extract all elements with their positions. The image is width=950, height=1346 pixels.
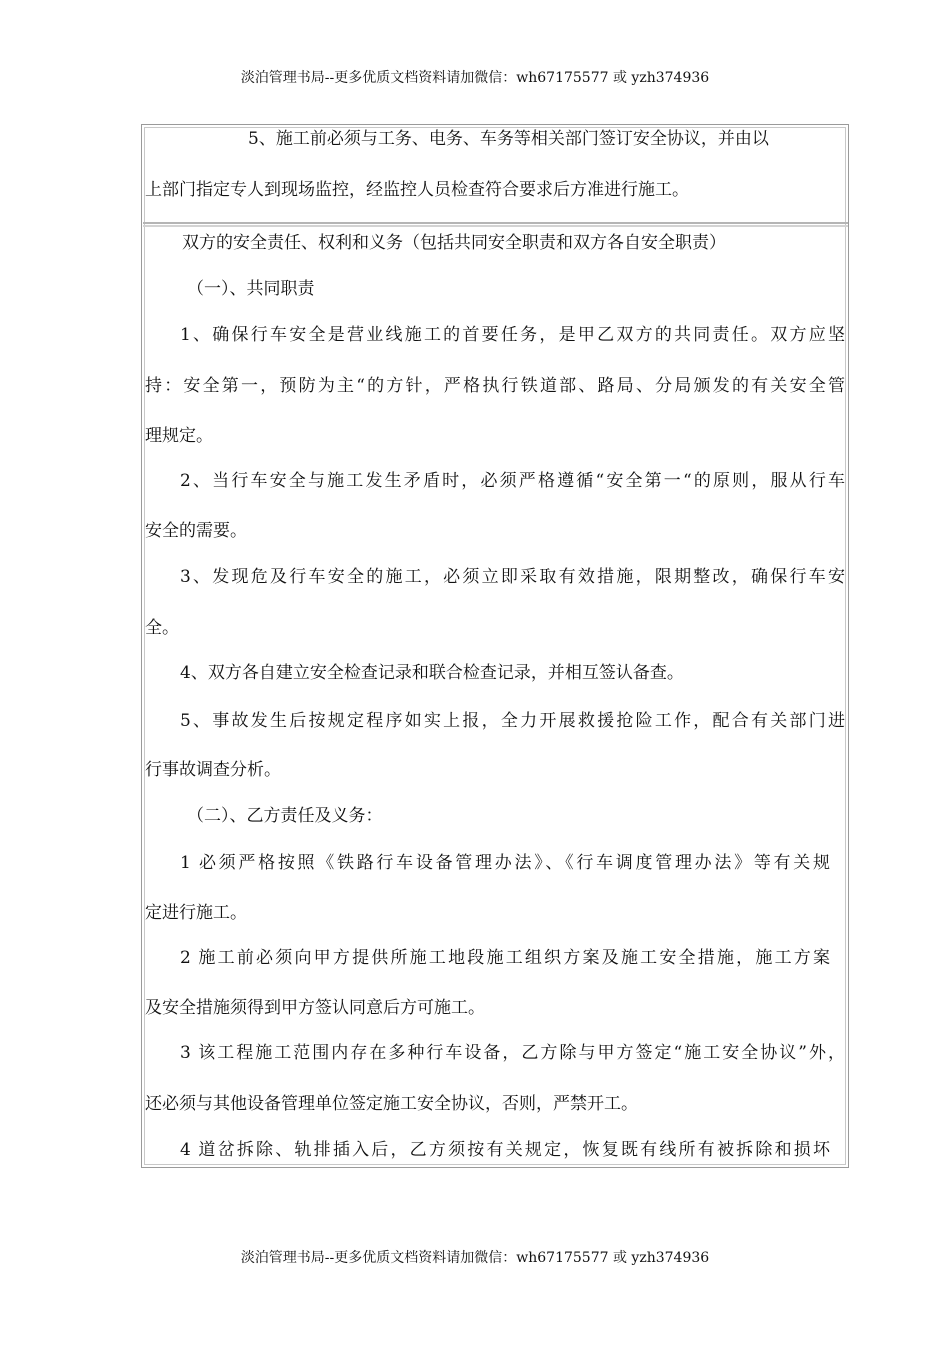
- page-header: 淡泊管理书局--更多优质文档资料请加微信：wh67175577 或 yzh374936: [240, 70, 710, 86]
- section1-line: 5、事故发生后按规定程序如实上报，全力开展救援抢险工作，配合有关部门进: [180, 711, 845, 731]
- section1-line: 行事故调查分析。: [145, 760, 281, 780]
- responsibilities-heading: 双方的安全责任、权利和义务（包括共同安全职责和双方各自安全职责）: [182, 233, 726, 253]
- top-cell-line-2: 上部门指定专人到现场监控，经监控人员检查符合要求后方准进行施工。: [145, 180, 689, 200]
- section2-line: 定进行施工。: [145, 903, 247, 923]
- section1-line: 3、发现危及行车安全的施工，必须立即采取有效措施，限期整改，确保行车安: [180, 567, 845, 587]
- section1-line: 2、当行车安全与施工发生矛盾时，必须严格遵循“安全第一“的原则，服从行车: [180, 471, 845, 491]
- section1-line: 持：安全第一，预防为主“的方针，严格执行铁道部、路局、分局颁发的有关安全管: [145, 376, 845, 396]
- section2-line: 及安全措施须得到甲方签认同意后方可施工。: [145, 998, 485, 1018]
- section1-title: （一）、共同职责: [187, 279, 315, 299]
- cell-divider: [143, 222, 848, 227]
- section1-line: 理规定。: [145, 426, 213, 446]
- section1-line: 全。: [145, 618, 179, 638]
- section1-line: 安全的需要。: [145, 521, 247, 541]
- section1-line: 1、确保行车安全是营业线施工的首要任务，是甲乙双方的共同责任。双方应坚: [180, 325, 845, 345]
- top-cell-line-1: 5、施工前必须与工务、电务、车务等相关部门签订安全协议，并由以: [248, 129, 769, 149]
- section1-line: 4、双方各自建立安全检查记录和联合检查记录，并相互签认备查。: [180, 663, 684, 683]
- section2-line: 1 必须严格按照《铁路行车设备管理办法》、《行车调度管理办法》等有关规: [180, 853, 830, 873]
- section2-line: 2 施工前必须向甲方提供所施工地段施工组织方案及施工安全措施，施工方案: [180, 948, 830, 968]
- section2-title: （二）、乙方责任及义务：: [187, 806, 383, 826]
- page-footer: 淡泊管理书局--更多优质文档资料请加微信：wh67175577 或 yzh374936: [240, 1250, 710, 1266]
- section2-line: 3 该工程施工范围内存在多种行车设备，乙方除与甲方签定“施工安全协议”外，: [180, 1043, 845, 1063]
- section2-line: 还必须与其他设备管理单位签定施工安全协议，否则，严禁开工。: [145, 1094, 638, 1114]
- section2-line: 4 道岔拆除、轨排插入后，乙方须按有关规定，恢复既有线所有被拆除和损坏: [180, 1140, 830, 1160]
